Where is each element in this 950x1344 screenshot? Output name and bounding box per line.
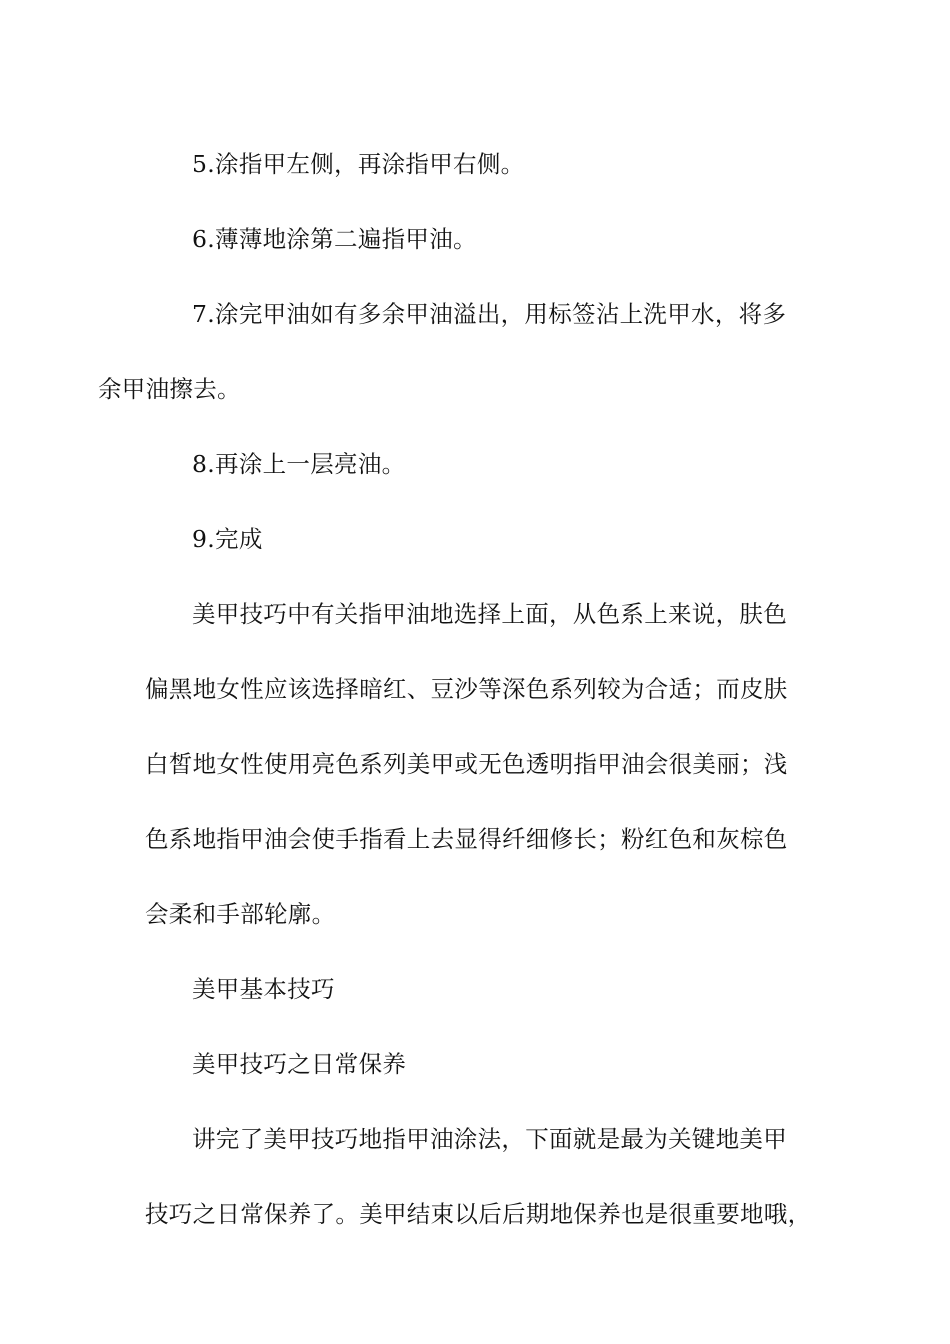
- step-7-paragraph: [98, 277, 810, 427]
- text-line: 美甲基本技巧: [192, 975, 335, 1003]
- step-6-paragraph: [145, 202, 810, 277]
- text-line: 8.再涂上一层亮油。: [192, 450, 406, 478]
- text-line: 技巧之日常保养了。美甲结束以后后期地保养也是很重要地哦，: [145, 1200, 812, 1228]
- text-line: 美甲技巧之日常保养: [192, 1050, 407, 1078]
- text-line: 余甲油擦去。: [98, 375, 241, 403]
- document-body: [98, 127, 812, 1252]
- step-9-paragraph: [145, 502, 810, 577]
- step-5-paragraph: [145, 127, 810, 202]
- care-intro-paragraph: [145, 1102, 810, 1252]
- text-line: 偏黑地女性应该选择暗红、豆沙等深色系列较为合适；而皮肤: [145, 675, 788, 703]
- text-line: 6.薄薄地涂第二遍指甲油。: [192, 225, 477, 253]
- text-line: 白皙地女性使用亮色系列美甲或无色透明指甲油会很美丽；浅: [145, 750, 788, 778]
- step-8-paragraph: [145, 427, 810, 502]
- text-line: 会柔和手部轮廓。: [145, 900, 336, 928]
- text-line: 7.涂完甲油如有多余甲油溢出，用标签沾上洗甲水，将多: [192, 300, 787, 328]
- text-line: 讲完了美甲技巧地指甲油涂法，下面就是最为关键地美甲: [192, 1125, 787, 1153]
- section-heading-care: [145, 1027, 810, 1102]
- text-line: 9.完成: [192, 525, 263, 553]
- section-heading-basic: [145, 952, 810, 1027]
- text-line: 美甲技巧中有关指甲油地选择上面，从色系上来说，肤色: [192, 600, 787, 628]
- text-line: 5.涂指甲左侧，再涂指甲右侧。: [192, 150, 525, 178]
- color-advice-paragraph: [145, 577, 810, 952]
- text-line: 色系地指甲油会使手指看上去显得纤细修长；粉红色和灰棕色: [145, 825, 788, 853]
